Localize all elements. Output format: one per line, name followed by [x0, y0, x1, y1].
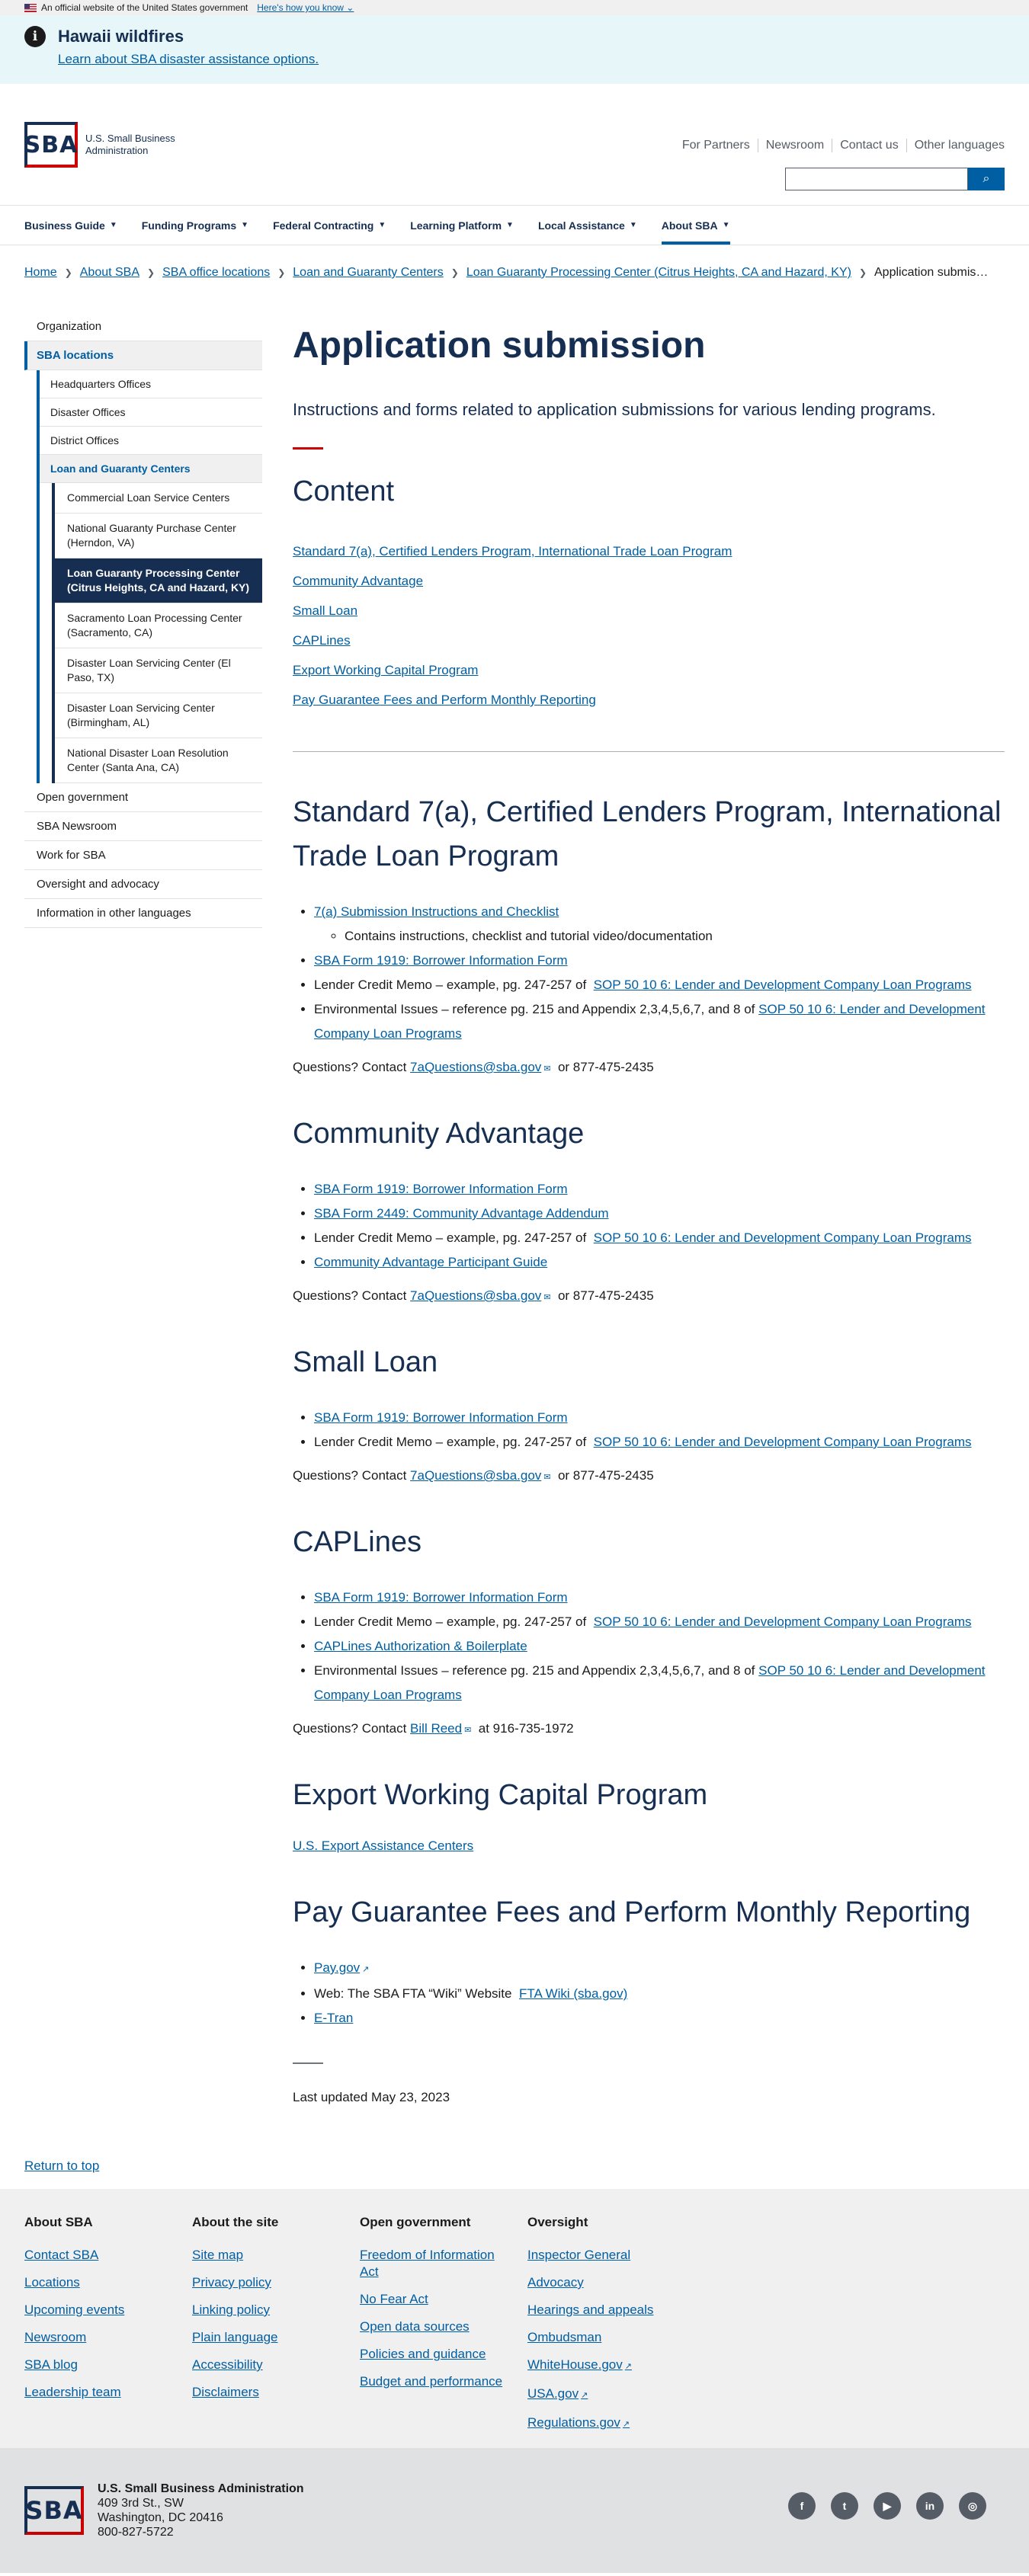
util-link-languages[interactable]: Other languages — [914, 139, 1005, 152]
sop-link[interactable]: SOP 50 10 6: Lender and Development Company Loan Programs — [593, 978, 972, 992]
nav-learning-platform[interactable] — [410, 206, 538, 245]
list-item — [314, 949, 1005, 973]
form-1919-link[interactable]: SBA Form 1919: Borrower Information Form — [314, 1410, 568, 1425]
lcm-text: Lender Credit Memo – example, pg. 247-257 of — [314, 1230, 587, 1245]
footer-link[interactable]: Accessibility — [192, 2357, 263, 2372]
sba-logo[interactable] — [24, 122, 184, 168]
nav-label: Learning Platform — [410, 219, 502, 232]
sidenav-newsroom[interactable]: SBA Newsroom — [24, 812, 262, 841]
sop-link[interactable]: SOP 50 10 6: Lender and Development Company Loan Programs — [593, 1230, 972, 1245]
footer-org: U.S. Small Business Administration — [98, 2482, 304, 2495]
list-item — [314, 1982, 1005, 2006]
sidenav-work-for-sba[interactable]: Work for SBA — [24, 841, 262, 870]
nav-about-sba[interactable] — [662, 206, 755, 245]
footer-link[interactable]: Newsroom — [24, 2330, 87, 2344]
questions-line — [293, 1721, 1005, 1736]
footer-link[interactable]: Linking policy — [192, 2302, 271, 2317]
form-1919-link[interactable]: SBA Form 1919: Borrower Information Form — [314, 953, 568, 968]
alert-banner — [0, 15, 1029, 84]
footer-street: 409 3rd St., SW — [98, 2497, 184, 2510]
sidenav-loan-centers[interactable]: Loan and Guaranty Centers — [40, 455, 262, 483]
footer-link[interactable]: No Fear Act — [360, 2292, 428, 2306]
list-item — [314, 1634, 1005, 1659]
mail-icon: ✉ — [464, 1726, 472, 1735]
nav-federal-contracting[interactable] — [273, 206, 410, 245]
footer-column — [192, 2215, 360, 2433]
sop-link[interactable]: SOP 50 10 6: Lender and Development Company Loan Programs — [593, 1435, 972, 1449]
breadcrumb-about[interactable]: About SBA — [79, 266, 140, 279]
section-heading: Export Working Capital Program — [293, 1779, 708, 1811]
questions-line — [293, 1288, 1005, 1304]
sidenav-oversight[interactable]: Oversight and advocacy — [24, 870, 262, 899]
social-links — [788, 2492, 986, 2520]
list-item — [314, 973, 1005, 997]
footer-link[interactable]: Leadership team — [24, 2385, 121, 2399]
util-link-partners[interactable]: For Partners — [675, 139, 758, 152]
footer-link[interactable]: Policies and guidance — [360, 2347, 486, 2361]
mail-icon: ✉ — [543, 1473, 551, 1482]
toc-link[interactable]: Pay Guarantee Fees and Perform Monthly Reporting — [293, 693, 596, 707]
footer-heading: About the site — [192, 2215, 279, 2229]
phone-text: or 877-475-2435 — [557, 1060, 654, 1074]
chevron-down-icon: ▼ — [378, 221, 386, 229]
env-text: Environmental Issues – reference pg. 215 and Appendix 2,3,4,5,6,7, and 8 of — [314, 1002, 755, 1016]
external-link-icon: ↗ — [622, 2420, 630, 2429]
chevron-down-icon: ▼ — [241, 221, 249, 229]
facebook-icon[interactable]: f — [788, 2492, 816, 2520]
boilerplate-link[interactable]: CAPLines Authorization & Boilerplate — [314, 1639, 527, 1653]
footer-address — [98, 2482, 304, 2539]
sop-link[interactable]: SOP 50 10 6: Lender and Development Company Loan Programs — [314, 1002, 986, 1041]
gov-banner-text: An official website of the United States government — [41, 2, 248, 13]
toc-link[interactable]: Small Loan — [293, 603, 358, 618]
side-nav — [24, 300, 262, 2105]
sidenav-el-paso[interactable]: Disaster Loan Servicing Center (El Paso, TX) — [55, 648, 262, 693]
nav-business-guide[interactable] — [24, 206, 142, 245]
form-1919-link[interactable]: SBA Form 1919: Borrower Information Form — [314, 1590, 568, 1605]
footer-link[interactable]: Advocacy — [527, 2275, 584, 2290]
form-2449-link[interactable]: SBA Form 2449: Community Advantage Addendum — [314, 1206, 609, 1221]
footer-link[interactable]: Inspector General — [527, 2248, 631, 2262]
list-item — [314, 1659, 1005, 1707]
gov-banner-link[interactable]: Here's how you know ⌄ — [257, 2, 354, 13]
chevron-down-icon: ▼ — [629, 221, 637, 229]
list-item — [314, 997, 1005, 1046]
sidenav-organization[interactable]: Organization — [24, 312, 262, 341]
footer-column — [527, 2215, 695, 2433]
return-to-top-link[interactable]: Return to top — [24, 2158, 100, 2173]
toc-link[interactable]: CAPLines — [293, 633, 351, 648]
page-title: Application submission — [293, 325, 706, 366]
search-form — [785, 168, 1005, 190]
questions-line — [293, 1468, 1005, 1483]
last-updated: Last updated May 23, 2023 — [293, 2090, 450, 2104]
divider — [293, 751, 1005, 752]
list-item — [314, 1177, 1005, 1202]
section-heading: Standard 7(a), Certified Lenders Program, International Trade Loan Program — [293, 796, 1002, 872]
footer-heading: Oversight — [527, 2215, 588, 2229]
link-list — [314, 1956, 1005, 2030]
main-nav — [0, 206, 1029, 245]
section-caplines — [293, 1520, 1005, 1736]
footer-link[interactable]: Disclaimers — [192, 2385, 259, 2399]
footer-link[interactable]: Open data sources — [360, 2319, 470, 2334]
env-text: Environmental Issues – reference pg. 215 and Appendix 2,3,4,5,6,7, and 8 of — [314, 1663, 755, 1678]
divider — [293, 447, 323, 450]
breadcrumb-loan-centers[interactable]: Loan and Guaranty Centers — [293, 266, 444, 279]
footer-heading: About SBA — [24, 2215, 93, 2229]
us-flag-icon — [24, 4, 37, 12]
list-item — [314, 1586, 1005, 1610]
sidenav-santa-ana[interactable]: National Disaster Loan Resolution Center (Santa Ana, CA) — [55, 738, 262, 783]
paygov-link[interactable]: Pay.gov — [314, 1960, 361, 1975]
footer-link[interactable]: Locations — [24, 2275, 80, 2290]
email-link[interactable]: 7aQuestions@sba.gov — [410, 1288, 542, 1303]
main-content — [293, 300, 1005, 2105]
nav-label: Local Assistance — [537, 219, 625, 232]
mail-icon: ✉ — [543, 1064, 551, 1074]
chevron-down-icon: ▼ — [722, 221, 730, 229]
chevron-right-icon: ❯ — [277, 267, 286, 278]
questions-text: Questions? Contact — [293, 1288, 407, 1303]
lcm-text: Lender Credit Memo – example, pg. 247-257 of — [314, 1614, 587, 1629]
external-link-icon: ↗ — [362, 1965, 370, 1974]
site-footer — [0, 2189, 1029, 2448]
footer-link[interactable]: Contact SBA — [24, 2248, 99, 2262]
guide-link[interactable]: Community Advantage Participant Guide — [314, 1255, 548, 1269]
external-link-icon: ↗ — [581, 2391, 588, 2400]
sidenav-processing-center[interactable]: Loan Guaranty Processing Center (Citrus Heights, CA and Hazard, KY) — [55, 558, 262, 603]
sidenav-sublist-2 — [52, 483, 262, 783]
sidenav-sublist — [37, 370, 262, 783]
nav-funding-programs[interactable] — [142, 206, 273, 245]
email-link[interactable]: 7aQuestions@sba.gov — [410, 1468, 542, 1483]
content-heading: Content — [293, 475, 395, 507]
section-heading: CAPLines — [293, 1526, 422, 1558]
nav-label: Federal Contracting — [273, 219, 374, 232]
section-heading: Small Loan — [293, 1346, 438, 1378]
section-heading: Community Advantage — [293, 1118, 585, 1150]
sba-logo-mark: SBA — [24, 122, 78, 168]
sidenav-headquarters[interactable]: Headquarters Offices — [40, 370, 262, 398]
footer-column — [360, 2215, 527, 2433]
youtube-icon[interactable]: ▶ — [874, 2492, 901, 2520]
chevron-right-icon: ❯ — [64, 267, 72, 278]
link-list — [314, 1586, 1005, 1707]
phone-text: at 916-735-1972 — [478, 1721, 574, 1736]
chevron-right-icon: ❯ — [450, 267, 459, 278]
list-item — [314, 1250, 1005, 1275]
search-icon: ⌕ — [983, 172, 990, 185]
section-pay-guarantee — [293, 1890, 1005, 2030]
footer-link[interactable]: Freedom of Information Act — [360, 2248, 495, 2279]
questions-text: Questions? Contact — [293, 1060, 407, 1074]
breadcrumb-current: Application submis… — [874, 266, 989, 279]
twitter-icon[interactable]: t — [831, 2492, 858, 2520]
footer-link[interactable]: Hearings and appeals — [527, 2302, 654, 2317]
checklist-link[interactable]: 7(a) Submission Instructions and Checklist — [314, 904, 559, 919]
footer-heading: Open government — [360, 2215, 471, 2229]
sidenav-other-languages[interactable]: Information in other languages — [24, 899, 262, 928]
footer-link[interactable]: Privacy policy — [192, 2275, 271, 2290]
utility-nav — [675, 139, 1005, 152]
sop-link[interactable]: SOP 50 10 6: Lender and Development Company Loan Programs — [314, 1663, 986, 1702]
sba-logo-text: U.S. Small Business Administration — [85, 133, 175, 156]
phone-text: or 877-475-2435 — [557, 1468, 654, 1483]
alert-title: Hawaii wildfires — [58, 27, 184, 46]
phone-text: or 877-475-2435 — [557, 1288, 654, 1303]
section-small-loan — [293, 1340, 1005, 1483]
footer-link[interactable]: Site map — [192, 2248, 244, 2262]
footer-link-label: Regulations.gov — [527, 2415, 620, 2430]
contact-link[interactable]: Bill Reed — [410, 1721, 463, 1736]
breadcrumb-home[interactable]: Home — [24, 266, 57, 279]
list-item — [314, 1202, 1005, 1226]
footer-phone: 800-827-5722 — [98, 2526, 174, 2539]
list-item — [314, 1406, 1005, 1430]
section-export-working-capital — [293, 1773, 1005, 1854]
nav-label: About SBA — [661, 219, 718, 232]
list-item — [314, 1430, 1005, 1454]
footer-link-label: WhiteHouse.gov — [527, 2357, 623, 2372]
footer-link-label: USA.gov — [527, 2386, 579, 2401]
util-link-contact[interactable]: Contact us — [832, 139, 906, 152]
export-centers-link[interactable]: U.S. Export Assistance Centers — [293, 1838, 474, 1853]
email-link[interactable]: 7aQuestions@sba.gov — [410, 1060, 542, 1074]
search-input[interactable] — [785, 168, 968, 190]
sidenav-guaranty-purchase[interactable]: National Guaranty Purchase Center (Herndon, VA) — [55, 514, 262, 558]
linkedin-icon[interactable]: in — [916, 2492, 944, 2520]
link-list — [314, 900, 1005, 1046]
questions-line — [293, 1060, 1005, 1075]
wiki-link[interactable]: FTA Wiki (sba.gov) — [518, 1986, 628, 2001]
divider — [293, 2062, 323, 2064]
footer-link[interactable]: SBA blog — [24, 2357, 78, 2372]
chevron-right-icon: ❯ — [147, 267, 155, 278]
toc-link[interactable]: Export Working Capital Program — [293, 663, 479, 677]
sidenav-birmingham[interactable]: Disaster Loan Servicing Center (Birmingham, AL) — [55, 693, 262, 738]
footer-link[interactable]: Budget and performance — [360, 2374, 503, 2389]
alert-link[interactable]: Learn about SBA disaster assistance options. — [58, 52, 319, 66]
page-intro: Instructions and forms related to application submissions for various lending programs. — [293, 400, 936, 419]
list-item — [314, 1956, 1005, 1982]
info-icon: i — [24, 26, 46, 47]
sub-list — [345, 924, 1005, 949]
list-item: ◦ Contains instructions, checklist and tutorial video/documentation — [345, 924, 1005, 949]
lcm-text: Lender Credit Memo – example, pg. 247-257 of — [314, 978, 587, 992]
external-link-icon: ↗ — [624, 2362, 632, 2371]
sidenav-district-offices[interactable]: District Offices — [40, 427, 262, 455]
form-1919-link[interactable]: SBA Form 1919: Borrower Information Form — [314, 1182, 568, 1196]
section-heading: Pay Guarantee Fees and Perform Monthly Reporting — [293, 1896, 971, 1928]
toc-link[interactable]: Community Advantage — [293, 574, 424, 588]
sidenav-sba-locations[interactable]: SBA locations — [24, 341, 262, 370]
nav-label: Business Guide — [24, 219, 105, 232]
gov-banner — [0, 0, 1029, 15]
toc-link[interactable]: Standard 7(a), Certified Lenders Program, International Trade Loan Program — [293, 544, 732, 558]
util-link-newsroom[interactable]: Newsroom — [758, 139, 832, 152]
footer-link[interactable] — [527, 2357, 680, 2375]
questions-text: Questions? Contact — [293, 1468, 407, 1483]
list-item — [314, 900, 1005, 949]
section-standard-7a — [293, 790, 1005, 1075]
mail-icon: ✉ — [543, 1293, 551, 1302]
footer-city: Washington, DC 20416 — [98, 2511, 223, 2524]
chevron-down-icon: ▼ — [506, 221, 514, 229]
list-item — [314, 1226, 1005, 1250]
chevron-down-icon: ▼ — [109, 221, 117, 229]
sidenav-disaster-offices[interactable]: Disaster Offices — [40, 398, 262, 427]
sop-link[interactable]: SOP 50 10 6: Lender and Development Company Loan Programs — [593, 1614, 972, 1629]
list-item — [314, 1610, 1005, 1634]
footer-column — [24, 2215, 192, 2433]
section-community-advantage — [293, 1112, 1005, 1304]
search-button[interactable] — [968, 168, 1005, 190]
footer-link[interactable]: Ombudsman — [527, 2330, 602, 2344]
questions-text: Questions? Contact — [293, 1721, 407, 1736]
table-of-contents — [293, 536, 1005, 715]
footer-bottom — [0, 2448, 1029, 2573]
instagram-icon[interactable]: ◎ — [959, 2492, 986, 2520]
breadcrumb-locations[interactable]: SBA office locations — [162, 266, 271, 279]
footer-link[interactable] — [527, 2386, 680, 2404]
footer-link[interactable] — [527, 2414, 680, 2433]
etran-link[interactable]: E-Tran — [314, 2011, 354, 2025]
footer-link[interactable]: Upcoming events — [24, 2302, 125, 2317]
web-text: Web: The SBA FTA “Wiki” Website — [314, 1986, 512, 2001]
sidenav-open-government[interactable]: Open government — [24, 783, 262, 812]
lcm-text: Lender Credit Memo – example, pg. 247-257 of — [314, 1435, 587, 1449]
link-list — [314, 1406, 1005, 1454]
chevron-right-icon: ❯ — [858, 267, 867, 278]
site-header — [0, 84, 1029, 206]
nav-local-assistance[interactable] — [538, 206, 662, 245]
link-list — [314, 1177, 1005, 1275]
nav-label: Funding Programs — [141, 219, 237, 232]
footer-link[interactable]: Plain language — [192, 2330, 278, 2344]
sba-footer-logo[interactable]: SBA — [24, 2486, 84, 2535]
sidenav-sacramento[interactable]: Sacramento Loan Processing Center (Sacramento, CA) — [55, 603, 262, 648]
breadcrumb-processing-center[interactable]: Loan Guaranty Processing Center (Citrus Heights, CA and Hazard, KY) — [466, 266, 851, 279]
list-item — [314, 2006, 1005, 2030]
breadcrumb — [0, 245, 1029, 300]
sidenav-commercial-loan[interactable]: Commercial Loan Service Centers — [55, 483, 262, 514]
